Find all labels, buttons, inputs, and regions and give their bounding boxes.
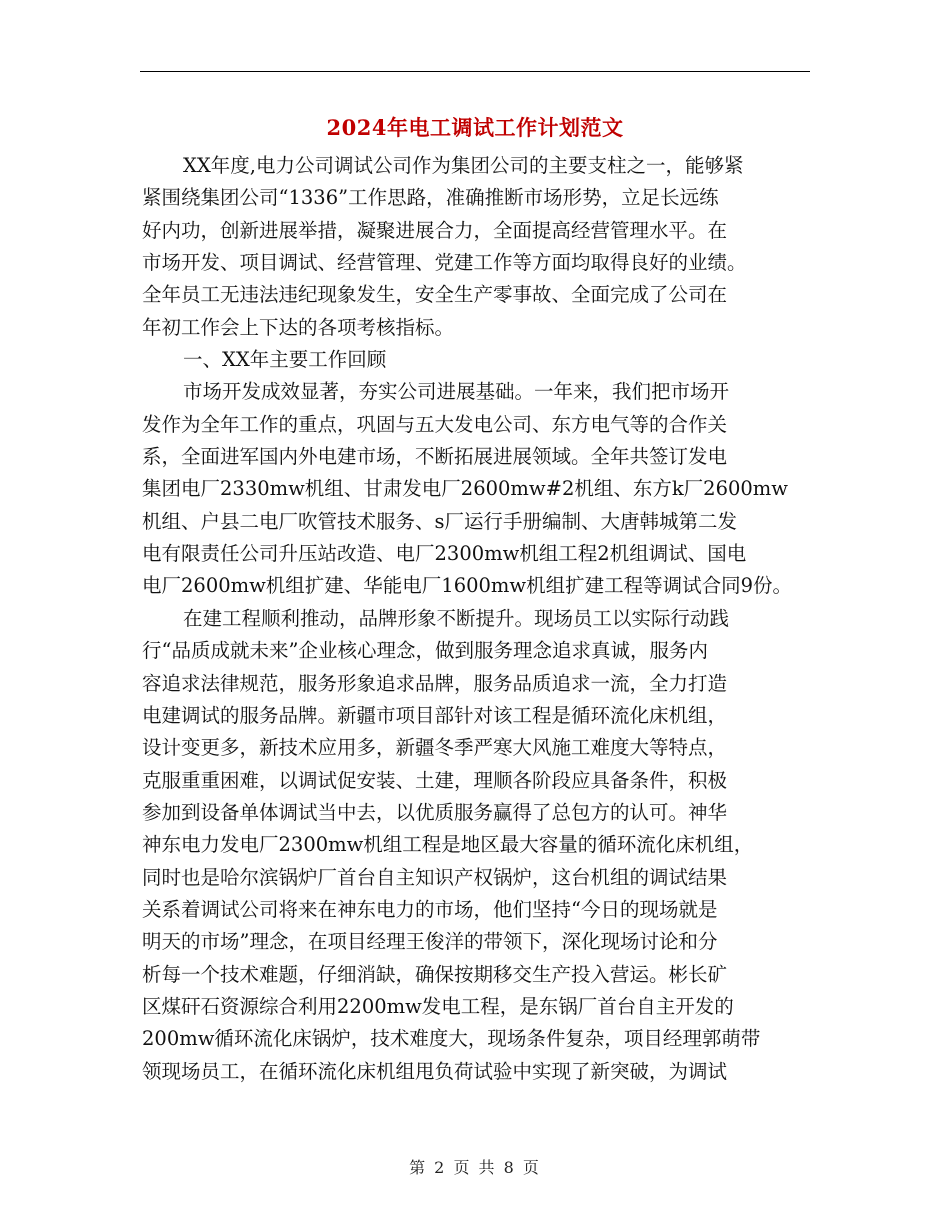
text-line: 领现场员工，在循环流化床机组甩负荷试验中实现了新突破，为调试 bbox=[142, 1059, 728, 1083]
document-title: 2024年电工调试工作计划范文 bbox=[326, 115, 624, 140]
text-line: 克服重重困难，以调试促安装、土建，理顺各阶段应具备条件，积极 bbox=[142, 768, 728, 792]
text-line: XX年度,电力公司调试公司作为集团公司的主要支柱之一，能够紧 bbox=[183, 154, 744, 177]
text-line: 市场开发成效显著，夯实公司进展基础。一年来，我们把市场开 bbox=[183, 380, 730, 404]
text-line: 在建工程顺利推动，品牌形象不断提升。现场员工以实际行动践 bbox=[183, 606, 730, 630]
text-line: 同时也是哈尔滨锅炉厂首台自主知识产权锅炉，这台机组的调试结果 bbox=[142, 865, 728, 889]
text-line: 全年员工无违法违纪现象发生，安全生产零事故、全面完成了公司在 bbox=[142, 283, 728, 307]
header-rule bbox=[140, 71, 810, 72]
text-line: 设计变更多，新技术应用多，新疆冬季严寒大风施工难度大等特点， bbox=[142, 736, 728, 760]
text-line: 明天的市场”理念，在项目经理王俊洋的带领下，深化现场讨论和分 bbox=[142, 930, 718, 954]
text-line: 参加到设备单体调试当中去，以优质服务赢得了总包方的认可。神华 bbox=[142, 800, 728, 824]
text-line: 神东电力发电厂2300mw机组工程是地区最大容量的循环流化床机组， bbox=[142, 833, 754, 857]
section-heading: 一、XX年主要工作回顾 bbox=[183, 348, 387, 372]
text-line: 区煤矸石资源综合利用2200mw发电工程，是东锅厂首台自主开发的 bbox=[142, 994, 734, 1018]
text-line: 市场开发、项目调试、经营管理、党建工作等方面均取得良好的业绩。 bbox=[142, 251, 747, 275]
text-line: 紧围绕集团公司“1336”工作思路，准确推断市场形势，立足长远练 bbox=[142, 186, 719, 210]
text-line: 容追求法律规范，服务形象追求品牌，服务品质追求一流，全力打造 bbox=[142, 671, 728, 695]
text-line: 好内功，创新进展举措，凝聚进展合力，全面提高经营管理水平。在 bbox=[142, 218, 728, 242]
text-line: 电有限责任公司升压站改造、电厂2300mw机组工程2机组调试、国电 bbox=[142, 542, 747, 566]
text-line: 年初工作会上下达的各项考核指标。 bbox=[142, 315, 455, 339]
text-line: 析每一个技术难题，仔细消缺，确保按期移交生产投入营运。彬长矿 bbox=[142, 962, 728, 986]
text-line: 发作为全年工作的重点，巩固与五大发电公司、东方电气等的合作关 bbox=[142, 412, 728, 436]
text-line: 集团电厂2330mw机组、甘肃发电厂2600mw#2机组、东方k厂2600mw bbox=[142, 477, 788, 501]
page-number: 第 2 页 共 8 页 bbox=[409, 1158, 541, 1177]
text-line: 关系着调试公司将来在神东电力的市场，他们坚持“今日的现场就是 bbox=[142, 897, 718, 921]
text-line: 200mw循环流化床锅炉，技术难度大，现场条件复杂，项目经理郭萌带 bbox=[142, 1027, 761, 1051]
document-body bbox=[142, 150, 842, 1088]
text-line: 电厂2600mw机组扩建、华能电厂1600mw机组扩建工程等调试合同9份。 bbox=[142, 574, 793, 598]
text-line: 系，全面进军国内外电建市场，不断拓展进展领域。全年共签订发电 bbox=[142, 445, 728, 469]
text-line: 行“品质成就未来”企业核心理念，做到服务理念追求真诚，服务内 bbox=[142, 639, 708, 663]
text-line: 机组、户县二电厂吹管技术服务、s厂运行手册编制、大唐韩城第二发 bbox=[142, 509, 738, 533]
text-line: 电建调试的服务品牌。新疆市项目部针对该工程是循环流化床机组， bbox=[142, 703, 728, 727]
